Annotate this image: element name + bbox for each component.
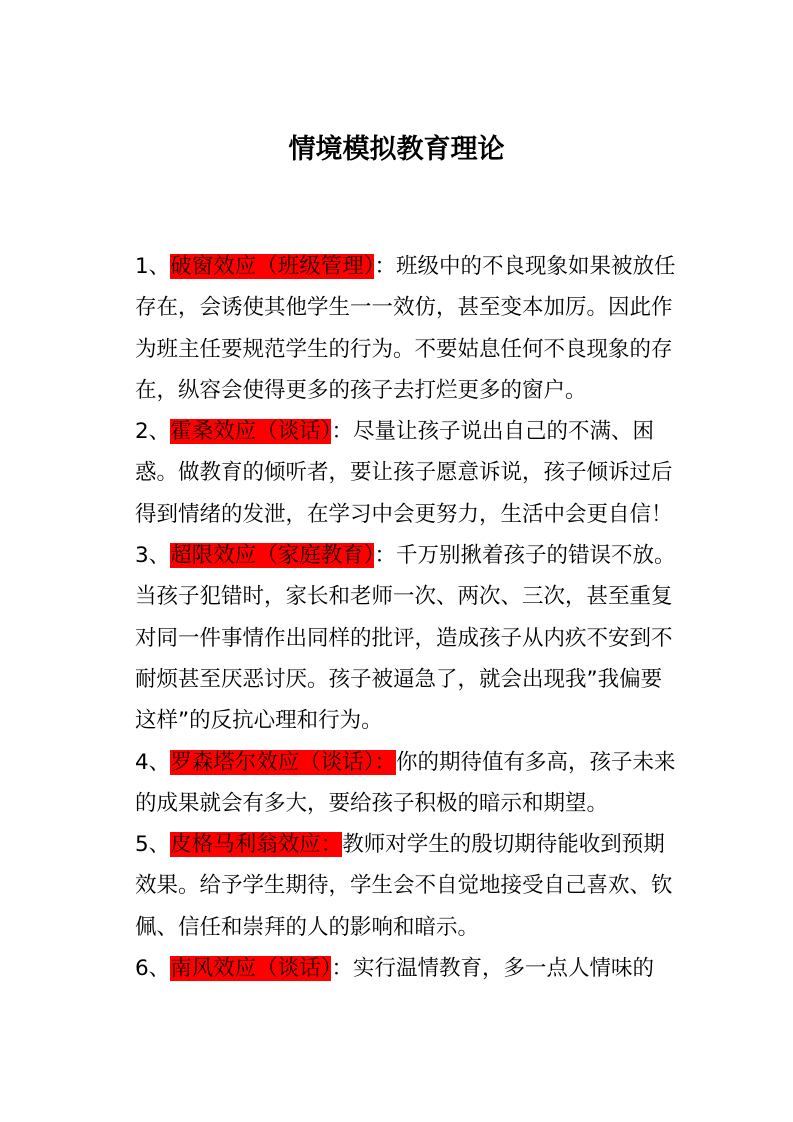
item-text: 你的期待值有多高，孩子未来的成果就会有多大，要给孩子积极的暗示和期望。: [135, 749, 676, 816]
item-number: 3、: [135, 543, 171, 569]
document-title: 情境模拟教育理论: [288, 134, 505, 165]
list-item-6: [135, 948, 680, 989]
item-number: 1、: [135, 254, 171, 279]
item-text: 班级中的不良现象如果被放任存在，会诱使其他学生一一效仿，甚至变本加厉。因此作为班主任要规范学生的行为。不要姑息任何不良现象的存在，纵容会使得更多的孩子去打烂更多的窗户。: [135, 254, 676, 403]
item-separator: ：: [331, 956, 353, 982]
highlighted-heading: 南风效应（谈话）: [170, 956, 332, 982]
item-text: 实行温情教育，多一点人情味的: [352, 956, 654, 982]
item-separator: ：: [331, 419, 353, 445]
item-number: 5、: [135, 832, 171, 858]
list-item-3: [135, 535, 680, 741]
highlighted-heading: 皮格马利翁效应：: [170, 832, 343, 858]
item-number: 6、: [135, 956, 171, 982]
item-separator: ：: [374, 543, 396, 569]
list-item-2: [135, 411, 680, 535]
list-item-1: [135, 246, 680, 411]
item-separator: ：: [374, 254, 396, 279]
highlighted-heading: 超限效应（家庭教育）: [170, 543, 375, 569]
item-number: 4、: [135, 749, 171, 775]
document-body: [135, 246, 680, 989]
highlighted-heading: 罗森塔尔效应（谈话）：: [170, 749, 396, 775]
highlighted-heading: 霍桑效应（谈话）: [170, 419, 332, 445]
item-text: 尽量让孩子说出自己的不满、困惑。做教育的倾听者，要让孩子愿意诉说，孩子倾诉过后得到情绪的发泄，在学习中会更努力，生活中会更自信！: [135, 419, 673, 527]
item-number: 2、: [135, 419, 171, 445]
item-text: 教师对学生的殷切期待能收到预期效果。给予学生期待，学生会不自觉地接受自己喜欢、钦佩、信任和崇拜的人的影响和暗示。: [135, 832, 673, 940]
item-text: 千万别揪着孩子的错误不放。当孩子犯错时，家长和老师一次、两次、三次，甚至重复对同一件事情作出同样的批评，造成孩子从内疚不安到不耐烦甚至厌恶讨厌。孩子被逼急了，就会出现我”我偏要这样”的反抗心理和行为。: [135, 543, 676, 734]
highlighted-heading: 破窗效应（班级管理）: [170, 254, 375, 279]
list-item-5: [135, 824, 680, 948]
list-item-4: [135, 742, 680, 825]
